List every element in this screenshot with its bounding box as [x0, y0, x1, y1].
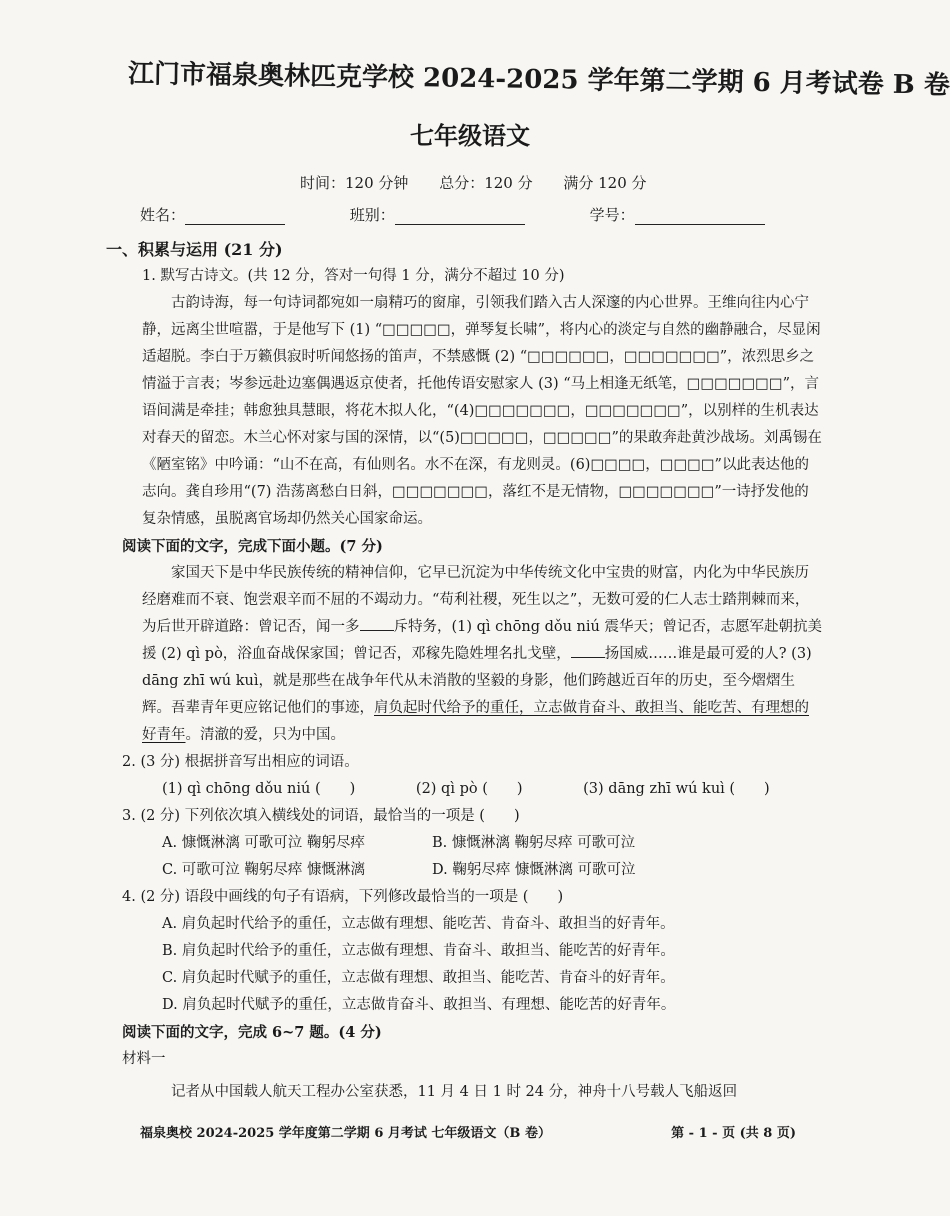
- name-blank[interactable]: [185, 210, 285, 225]
- exam-total: 总分：120 分: [439, 174, 533, 192]
- material-label: 材料一: [122, 1051, 166, 1067]
- question-1-text: 古韵诗海，每一句诗词都宛如一扇精巧的窗扉，引领我们踏入古人深邃的内心世界。王维向往内心宁静，远离尘世喧嚣，于是他写下 (1) “□□□□□，弹琴复长啸”，将内心的淡定与自然的幽静融合，尽显闲适超脱。李白于万籁俱寂时听闻悠扬的笛声，不禁感慨 (2) “□□□□□□，□□□□□□□”，浓烈思乡之情溢于言表；岑参远赴边塞偶遇返京使者，托他传语安慰家人 (3) “马上相逢无纸笔，□□□□□□□”，言语间满是牵挂；韩愈独具慧眼，将花木拟人化，“(4)□□□□□□□，□□□□□□□”，以别样的生机表达对春天的留恋。木兰心怀对家与国的深情，以“(5)□□□□□，□□□□□”的果敢奔赴黄沙战场。刘禹锡在《陋室铭》中吟诵：“山不在高，有仙则名。水不在深，有龙则灵。(6)□□□□，□□□□”以此表达他的志向。龚自珍用“(7) 浩荡离愁白日斜，□□□□□□□，落红不是无情物，□□□□□□□”一诗抒发他的复杂情感，虽脱离官场却仍然关心国家命运。: [142, 295, 822, 527]
- passage-part-3: 扬国威……谁是最可爱的人? (3) dāng zhī wú kuì，就是那些在战争年代从未消散的坚毅的身影，他们跨越近百年的历史，至今熠熠生辉。吾辈青年更应铭记他们的事迹，: [142, 646, 812, 716]
- class-label: 班别：: [349, 206, 395, 224]
- blank-2[interactable]: [571, 645, 605, 658]
- id-blank[interactable]: [635, 210, 765, 225]
- exam-subtitle: 七年级语文: [410, 121, 530, 150]
- page-footer: [140, 1122, 820, 1141]
- question-3-options-row-2: [162, 857, 822, 884]
- student-info: [140, 204, 780, 225]
- underlined-sentence: 肩负起时代给予的重任，立志做肯奋斗、敢担当、能吃苦、有理想的好青年: [142, 700, 809, 743]
- exam-full: 满分 120 分: [563, 174, 647, 192]
- passage-part-2: 斥特务，(1) qì chōng dǒu niú 震华天；曾记否，志愿军赴朝抗美援 (2) qì pò，浴血奋战保家国；曾记否，邓稼先隐姓埋名扎戈壁，: [142, 619, 822, 662]
- footer-left: 福泉奥校 2024-2025 学年度第二学期 6 月考试 七年级语文（B 卷）: [140, 1126, 551, 1141]
- q3-option-b[interactable]: B. 慷慨淋漓 鞠躬尽瘁 可歌可泣: [432, 835, 636, 851]
- pinyin-item-2[interactable]: (2) qì pò ( ): [415, 781, 523, 797]
- passage-part-1: 家国天下是中华民族传统的精神信仰，它早已沉淀为中华传统文化中宝贵的财富，内化为中华民族历经磨难而不衰、饱尝艰辛而不屈的不竭动力。“苟利社稷，死生以之”，无数可爱的仁人志士踏荆棘而来，为后世开辟道路：曾记否，闻一多: [142, 565, 810, 635]
- reading-1-passage: [142, 560, 822, 749]
- q4-option-c[interactable]: C. 肩负起时代赋予的重任，立志做有理想、敢担当、能吃苦、肯奋斗的好青年。: [162, 970, 675, 986]
- q3-option-c[interactable]: C. 可歌可泣 鞠躬尽瘁 慷慨淋漓: [162, 862, 366, 878]
- section-heading: 一、积累与运用 (21 分): [106, 240, 283, 259]
- material-text: 记者从中国载人航天工程办公室获悉，11 月 4 日 1 时 24 分，神舟十八号载人飞船返回: [171, 1084, 738, 1100]
- question-3-options-row-1: [162, 830, 822, 857]
- page-number: 第 - 1 - 页 (共 8 页): [671, 1126, 796, 1141]
- q3-option-d[interactable]: D. 鞠躬尽瘁 慷慨淋漓 可歌可泣: [432, 862, 636, 878]
- exam-title: 江门市福泉奥林匹克学校 2024-2025 学年第二学期 6 月考试卷 B 卷: [127, 59, 950, 101]
- exam-meta: [300, 172, 673, 193]
- class-blank[interactable]: [395, 210, 525, 225]
- q4-option-b[interactable]: B. 肩负起时代给予的重任，立志做有理想、肯奋斗、敢担当、能吃苦的好青年。: [162, 943, 675, 959]
- question-2-title: 2. (3 分) 根据拼音写出相应的词语。: [122, 754, 359, 770]
- id-field[interactable]: [590, 204, 765, 225]
- question-1-title: 1. 默写古诗文。(共 12 分，答对一句得 1 分，满分不超过 10 分): [142, 268, 565, 284]
- passage-part-4: 。清澈的爱，只为中国。: [185, 727, 345, 743]
- question-2-items: [162, 776, 822, 803]
- blank-1[interactable]: [360, 618, 394, 631]
- q4-option-d[interactable]: D. 肩负起时代赋予的重任，立志做肯奋斗、敢担当、有理想、能吃苦的好青年。: [162, 997, 676, 1013]
- question-4-title: 4. (2 分) 语段中画线的句子有语病，下列修改最恰当的一项是 ( ): [122, 889, 564, 905]
- q4-option-a[interactable]: A. 肩负起时代给予的重任，立志做有理想、能吃苦、肯奋斗、敢担当的好青年。: [162, 916, 675, 932]
- name-label: 姓名：: [140, 206, 186, 224]
- pinyin-item-3[interactable]: (3) dāng zhī wú kuì ( ): [583, 781, 770, 797]
- class-field[interactable]: [350, 204, 525, 225]
- id-label: 学号：: [589, 206, 635, 224]
- pinyin-item-1[interactable]: (1) qì chōng dǒu niú ( ): [162, 781, 356, 797]
- reading-2-title: 阅读下面的文字，完成 6~7 题。(4 分): [122, 1024, 382, 1041]
- exam-content: [106, 236, 822, 1106]
- q3-option-a[interactable]: A. 慷慨淋漓 可歌可泣 鞠躬尽瘁: [162, 835, 365, 851]
- reading-1-title: 阅读下面的文字，完成下面小题。(7 分): [122, 538, 383, 555]
- name-field[interactable]: [140, 204, 285, 225]
- exam-time: 时间：120 分钟: [300, 174, 409, 192]
- question-3-title: 3. (2 分) 下列依次填入横线处的词语，最恰当的一项是 ( ): [122, 808, 520, 824]
